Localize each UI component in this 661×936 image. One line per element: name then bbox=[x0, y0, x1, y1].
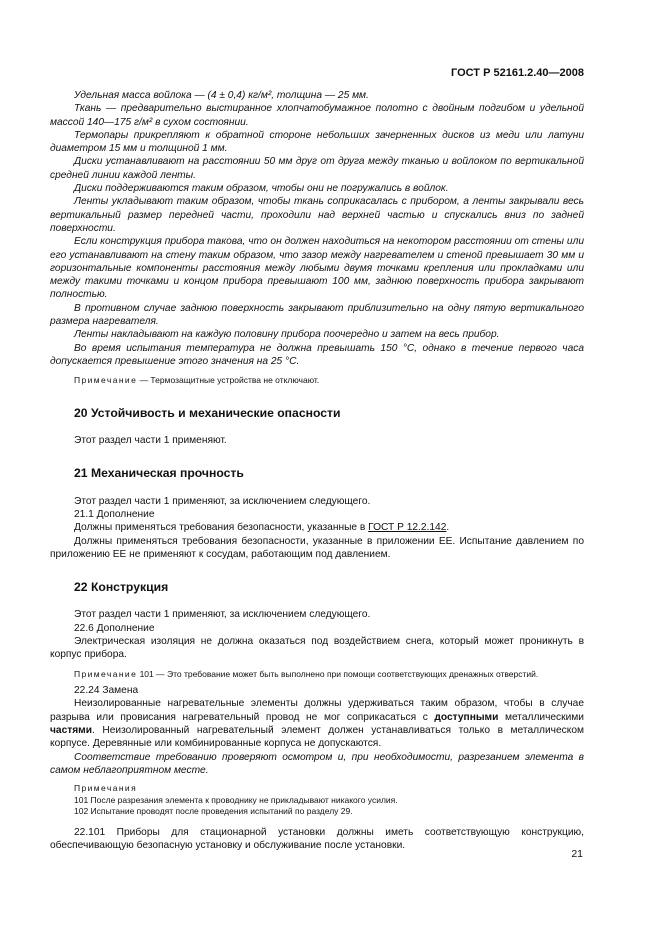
paragraph: Этот раздел части 1 применяют, за исключением следующего. bbox=[74, 495, 371, 507]
paragraph: Диски поддерживаются таким образом, чтобы они не погружались в войлок. bbox=[74, 183, 449, 195]
note bbox=[50, 669, 584, 681]
paragraph: Этот раздел части 1 применяют. bbox=[74, 435, 227, 447]
text: . Неизолированный нагревательный элемент должен устанавливаться только в металлическом корпусе. Деревянные или комбинированные корпуса не допускаются. bbox=[50, 724, 584, 750]
term-accessible: доступными bbox=[434, 711, 499, 723]
note-label: Примечание bbox=[74, 375, 138, 386]
note bbox=[50, 375, 584, 387]
subsection-title: 22.24 Замена bbox=[74, 685, 139, 697]
subsection-title: 21.1 Дополнение bbox=[74, 508, 155, 520]
section-heading-20: 20 Устойчивость и механические опасности bbox=[74, 405, 341, 420]
paragraph bbox=[50, 697, 584, 750]
notes-label-text: Примечания bbox=[74, 783, 138, 794]
term-parts: частями bbox=[50, 724, 92, 736]
note-label: Примечание bbox=[74, 668, 138, 679]
document-body bbox=[50, 89, 584, 852]
paragraph: Ленты накладывают на каждую половину прибора поочередно и затем на весь прибор. bbox=[74, 329, 500, 341]
section-heading-21: 21 Механическая прочность bbox=[74, 466, 244, 481]
paragraph: Во время испытания температура не должна превышать 150 °С, однако в течение первого часа допускается превышение этого значения на 25 °С. bbox=[50, 342, 584, 367]
standard-link[interactable]: ГОСТ Р 12.2.142 bbox=[368, 522, 447, 534]
paragraph: Ткань — предварительно выстиранное хлопчатобумажное полотно с двойным подгибом и удельной массой 140—175 г/м² в сухом состоянии. bbox=[50, 103, 584, 128]
text: . bbox=[446, 522, 450, 534]
note-item: 102 Испытание проводят после проведения испытаний по разделу 29. bbox=[74, 806, 353, 817]
paragraph: Если конструкция прибора такова, что он должен находиться на некотором расстоянии от стены или его устанавливают на стену таким образом, что зазор между нагревателем и стеной превышает 30 мм и горизонтальные компоненты расстояния между любыми двумя точками крепления или прокладками или между такими точками и концом прибора превышают 100 мм, заднюю поверхность прибора закрывают полностью. bbox=[50, 236, 584, 301]
page-number: 21 bbox=[571, 848, 583, 860]
paragraph: Этот раздел части 1 применяют, за исключением следующего. bbox=[74, 609, 371, 621]
note-text: — Термозащитные устройства не отключают. bbox=[137, 375, 320, 386]
paragraph bbox=[50, 521, 584, 534]
paragraph: Диски устанавливают на расстоянии 50 мм друг от друга между тканью и войлоком по вертикальной средней линии каждой ленты. bbox=[50, 156, 584, 181]
subsection-title: 22.6 Дополнение bbox=[74, 622, 155, 634]
text: Неизолированные нагревательные элементы должны удерживаться таким образом, чтобы в случае разрыва или провисания нагревательный провод не мог соприкасаться с bbox=[50, 698, 584, 723]
paragraph: В противном случае заднюю поверхность закрывают приблизительно на одну пятую вертикального размера нагревателя. bbox=[50, 302, 584, 328]
paragraph: Удельная масса войлока — (4 ± 0,4) кг/м², толщина — 25 мм. bbox=[74, 90, 369, 101]
paragraph: Термопары прикрепляют к обратной стороне небольших зачерненных дисков из меди или латуни диаметром 15 мм и толщиной 1 мм. bbox=[50, 129, 584, 155]
paragraph: Ленты укладывают таким образом, чтобы ткань соприкасалась с прибором, а ленты закрывали весь вертикальный размер передней части, проходили над верхней частью и спускались вниз по задней поверхности. bbox=[50, 196, 584, 234]
paragraph: Должны применяться требования безопасности, указанные в приложении ЕЕ. Испытание давлением по приложению ЕЕ не применяют к сосудам, работающим под давлением. bbox=[50, 535, 584, 560]
text: Должны применяться требования безопасности, указанные в bbox=[74, 522, 369, 534]
paragraph: Электрическая изоляция не должна оказаться под воздействием снега, который может проникнуть в корпус прибора. bbox=[50, 636, 584, 661]
section-heading-22: 22 Конструкция bbox=[74, 580, 169, 595]
paragraph: Соответствие требованию проверяют осмотром и, при необходимости, разрезанием элемента в самом неблагоприятном месте. bbox=[50, 751, 584, 776]
note-text: 101 — Это требование может быть выполнено при помощи соответствующих дренажных отверстий. bbox=[137, 668, 539, 679]
paragraph: 22.101 Приборы для стационарной установки должны иметь соответствующую конструкцию, обеспечивающую безопасную установку и обслуживание после установки. bbox=[50, 826, 584, 851]
note-item: 101 После разрезания элемента к проводнику не прикладывают никакого усилия. bbox=[74, 794, 398, 805]
text: металлическими bbox=[498, 711, 584, 723]
document-code: ГОСТ Р 52161.2.40—2008 bbox=[450, 67, 584, 79]
notes-label bbox=[50, 783, 584, 795]
